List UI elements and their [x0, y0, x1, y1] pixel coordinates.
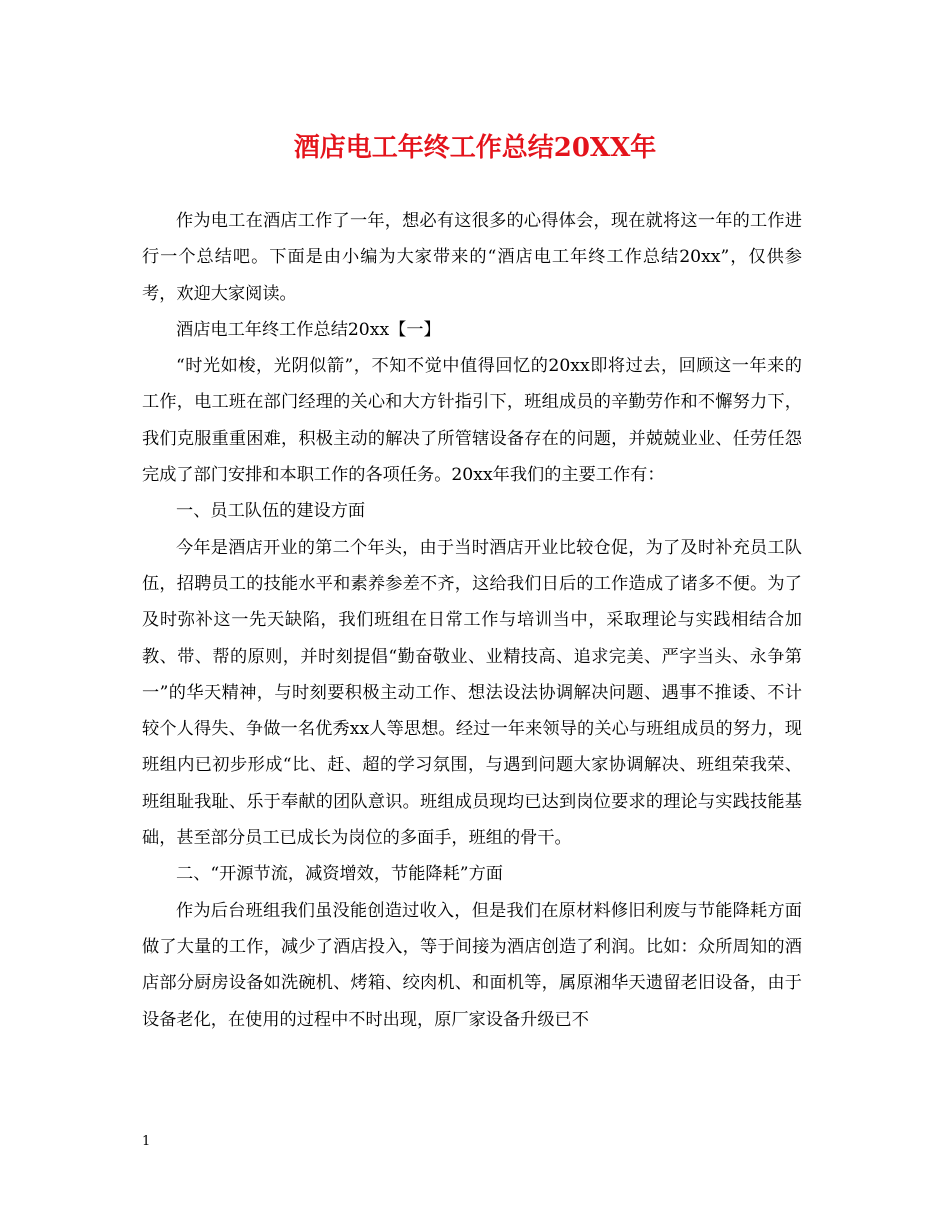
- paragraph-heading-staff: 一、员工队伍的建设方面: [176, 501, 366, 522]
- paragraph-heading-energy: 二、“开源节流，减资增效，节能降耗”方面: [176, 864, 503, 885]
- page-number: 1: [142, 1134, 151, 1149]
- paragraph-intro: 作为电工在酒店工作了一年，想必有这很多的心得体会，现在就将这一年的工作进行一个总结吧。下面是由小编为大家带来的“酒店电工年终工作总结20xx”，仅供参考，欢迎大家阅读。: [142, 211, 802, 304]
- paragraph-section-heading: 酒店电工年终工作总结20xx【一】: [176, 319, 441, 340]
- paragraph-energy: 作为后台班组我们虽没能创造过收入，但是我们在原材料修旧利废与节能降耗方面做了大量的工作，减少了酒店投入，等于间接为酒店创造了利润。比如：众所周知的酒店部分厨房设备如洗碗机、烤箱、绞肉机、和面机等，属原湘华天遗留老旧设备，由于设备老化，在使用的过程中不时出现，原厂家设备升级已不: [142, 900, 802, 1030]
- document-title: 酒店电工年终工作总结20XX年: [293, 133, 657, 163]
- document-body: [142, 203, 802, 1038]
- paragraph-review: “时光如梭，光阴似箭”，不知不觉中值得回忆的20xx即将过去，回顾这一年来的工作，电工班在部门经理的关心和大方针指引下，班组成员的辛勤劳作和不懈努力下，我们克服重重困难，积极主动的解决了所管辖设备存在的问题，并兢兢业业、任劳任怨完成了部门安排和本职工作的各项任务。20xx年我们的主要工作有：: [142, 356, 802, 486]
- paragraph-staff: 今年是酒店开业的第二个年头，由于当时酒店开业比较仓促，为了及时补充员工队伍，招聘员工的技能水平和素养参差不齐，这给我们日后的工作造成了诸多不便。为了及时弥补这一先天缺陷，我们班组在日常工作与培训当中，采取理论与实践相结合加教、带、帮的原则，并时刻提倡“勤奋敬业、业精技高、追求完美、严字当头、永争第一”的华天精神，与时刻要积极主动工作、想法设法协调解决问题、遇事不推诿、不计较个人得失、争做一名优秀xx人等思想。经过一年来领导的关心与班组成员的努力，现班组内已初步形成“比、赶、超的学习氛围，与遇到问题大家协调解决、班组荣我荣、班组耻我耻、乐于奉献的团队意识。班组成员现均已达到岗位要求的理论与实践技能基础，甚至部分员工已成长为岗位的多面手，班组的骨干。: [142, 537, 802, 849]
